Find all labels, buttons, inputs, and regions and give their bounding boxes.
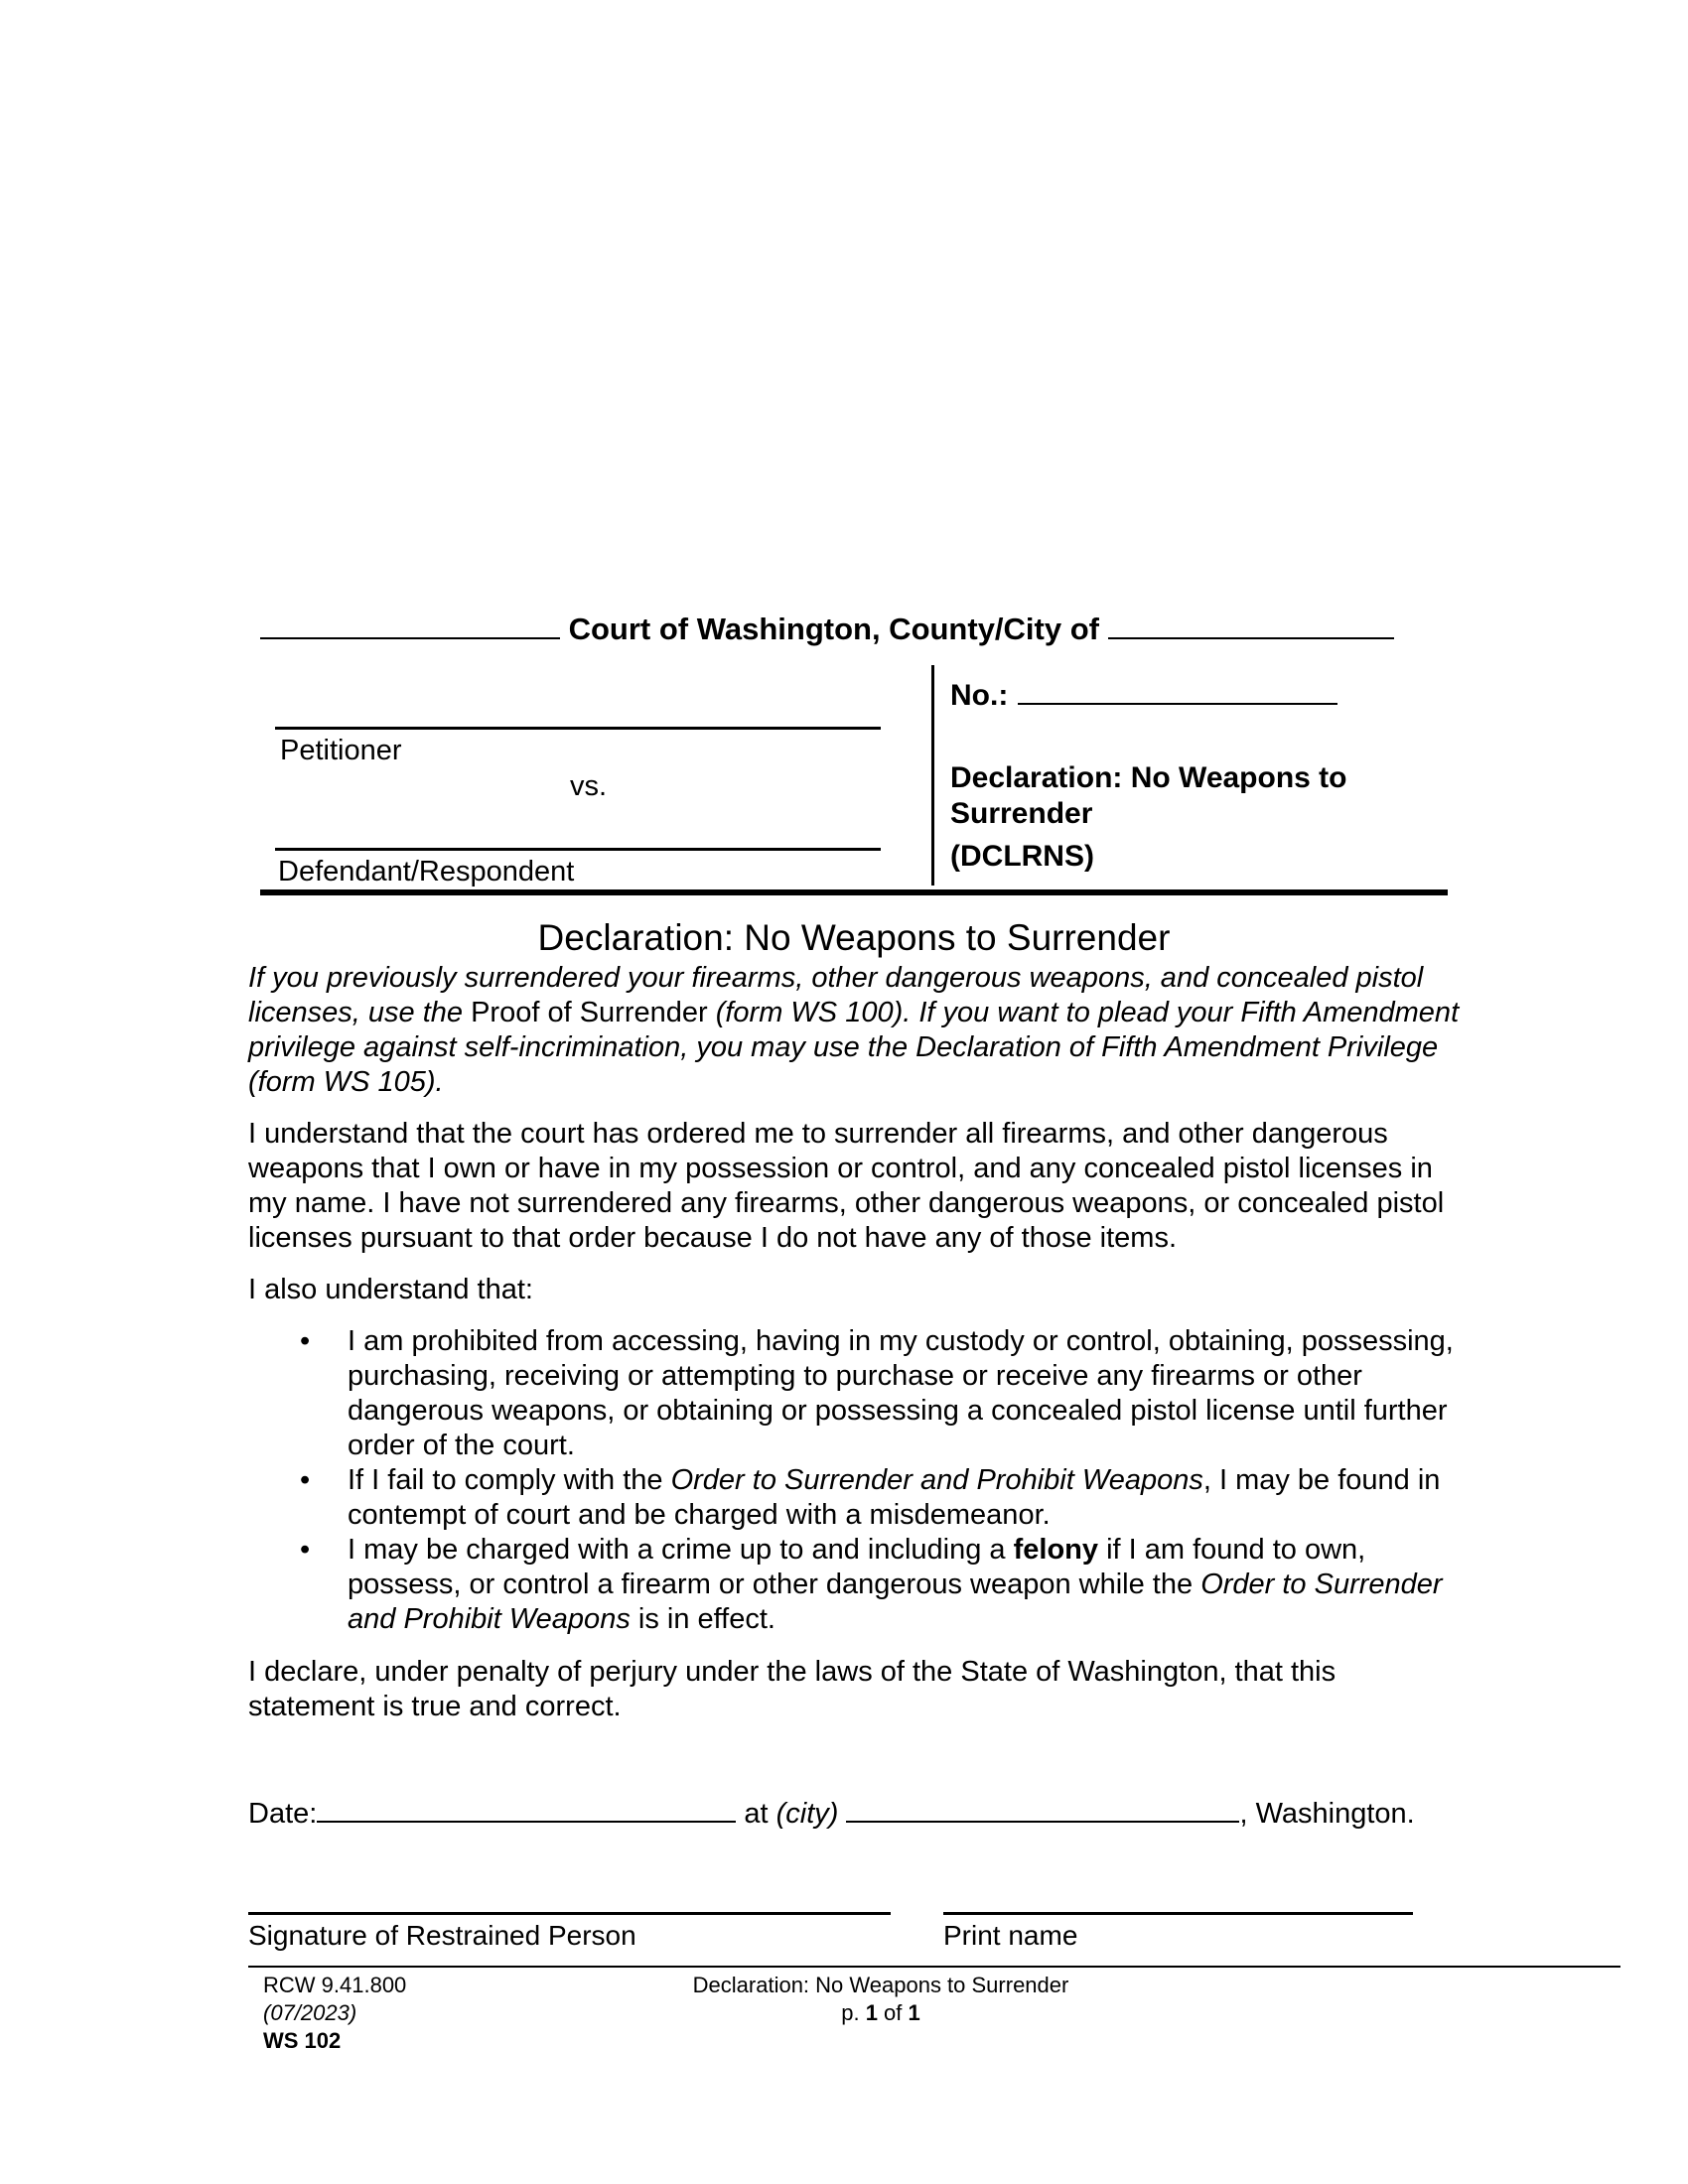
caption-form-title: Declaration: No Weapons to Surrender <box>950 761 1347 830</box>
case-number-blank[interactable] <box>1018 675 1337 705</box>
date-blank[interactable] <box>317 1793 736 1823</box>
page-of: of <box>877 2000 909 2025</box>
court-header <box>260 608 1432 647</box>
list-item-text: , I may be found in contempt of court and be charged with a misdemeanor. <box>348 1464 1441 1531</box>
case-number-field <box>950 675 1337 713</box>
document-body <box>248 961 1470 1741</box>
intro-note-part: If you previously surrendered your firearms, other dangerous weapons, and concealed pistol licenses, use the <box>248 962 1424 1028</box>
footer-revision: (07/2023) <box>263 2000 357 2025</box>
document-title: Declaration: No Weapons to Surrender <box>537 917 1171 958</box>
petitioner-line[interactable] <box>275 727 881 730</box>
footer-left <box>263 1972 406 2055</box>
list-item-text: If I fail to comply with the <box>348 1464 671 1496</box>
proof-of-surrender-ref: Proof of Surrender <box>471 997 708 1028</box>
list-item-text: if I am found to own, possess, or control a firearm or other dangerous weapon while the <box>348 1534 1366 1600</box>
print-name-label: Print name <box>943 1920 1078 1951</box>
state-suffix: , Washington. <box>1239 1798 1415 1830</box>
defendant-line[interactable] <box>275 848 881 851</box>
footer-center <box>667 1972 1094 2027</box>
vs-label: vs. <box>570 770 608 802</box>
order-name: Order to Surrender and Prohibit Weapons <box>670 1464 1203 1496</box>
city-label: (city) <box>775 1798 839 1830</box>
caption-divider <box>931 665 934 886</box>
date-label: Date: <box>248 1798 318 1830</box>
petitioner-label: Petitioner <box>280 735 402 766</box>
footer-form-id: WS 102 <box>263 2028 342 2053</box>
list-item <box>348 1324 1470 1463</box>
signature-line[interactable] <box>248 1912 891 1915</box>
case-number-label: No.: <box>950 679 1009 712</box>
list-item-text: is in effect. <box>630 1603 775 1635</box>
list-item <box>348 1533 1470 1637</box>
list-item-text: I am prohibited from accessing, having in my custody or control, obtaining, possessing, purchasing, receiving or attempting to purchase or receive any firearms or other dangerous weapons, or obtaining or possessing a concealed pistol license until further order of the court. <box>348 1325 1454 1461</box>
court-name-blank[interactable] <box>260 608 560 639</box>
page-number: 1 <box>865 2000 878 2025</box>
city-blank[interactable] <box>846 1793 1239 1823</box>
intro-note <box>248 961 1470 1100</box>
page-total: 1 <box>908 2000 920 2025</box>
intro-note-part: (form WS 100). If you want to plead your Fifth Amendment privilege against self-incrimination, you may use the Declaration of Fifth Amendment Privilege (form WS 105). <box>248 997 1460 1098</box>
felony-term: felony <box>1013 1534 1099 1566</box>
signature-label: Signature of Restrained Person <box>248 1920 636 1951</box>
at-label: at <box>736 1798 776 1830</box>
also-understand-paragraph: I also understand that: <box>248 1274 533 1305</box>
list-item-text: I may be charged with a crime up to and including a <box>348 1534 1014 1566</box>
date-city-row <box>248 1793 1415 1831</box>
caption-bottom-rule <box>260 889 1448 895</box>
page-prefix: p. <box>841 2000 866 2025</box>
list-item <box>348 1463 1470 1533</box>
understanding-paragraph: I understand that the court has ordered me to surrender all firearms, and other dangerous weapons that I own or have in my possession or control, and any concealed pistol licenses in my name. I have not surrendered any firearms, other dangerous weapons, or concealed pistol licenses pursuant to that order because I do not have any of those items. <box>248 1118 1445 1254</box>
page-indicator <box>667 1999 1094 2027</box>
print-name-line[interactable] <box>943 1912 1413 1915</box>
footer-statute: RCW 9.41.800 <box>263 1973 407 1997</box>
footer-rule <box>248 1966 1620 1968</box>
footer-title: Declaration: No Weapons to Surrender <box>692 1973 1069 1997</box>
court-header-text: Court of Washington, County/City of <box>560 612 1108 646</box>
caption-form-code: (DCLRNS) <box>950 840 1094 873</box>
defendant-label: Defendant/Respondent <box>278 856 575 887</box>
understanding-list <box>248 1324 1470 1637</box>
perjury-declaration: I declare, under penalty of perjury under the laws of the State of Washington, that this statement is true and correct. <box>248 1656 1336 1722</box>
county-city-blank[interactable] <box>1108 608 1394 639</box>
order-name: Order to Surrender and Prohibit Weapons <box>348 1569 1443 1635</box>
